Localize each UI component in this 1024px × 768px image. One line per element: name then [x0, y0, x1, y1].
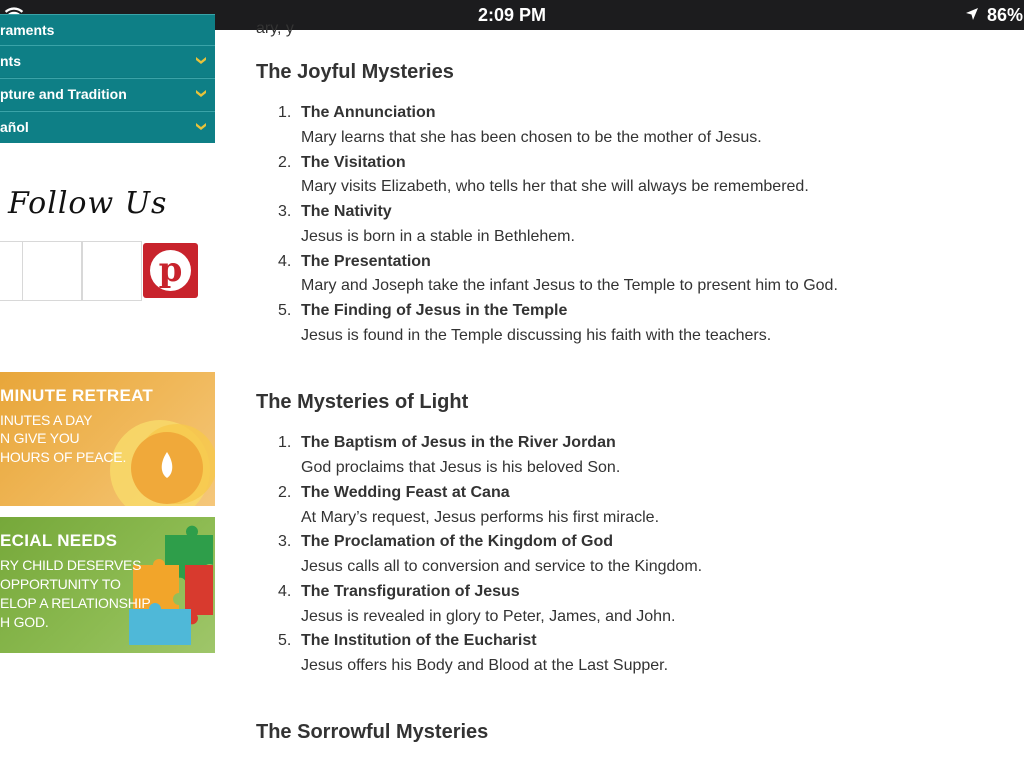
list-item-number: 5.: [278, 302, 292, 319]
mystery-title: The Annunciation: [301, 104, 436, 121]
mystery-title: The Nativity: [301, 203, 392, 220]
list-item-number: 1.: [278, 104, 292, 121]
status-time: 2:09 PM: [477, 5, 547, 25]
sidebar-item-espanol[interactable]: [0, 111, 215, 143]
section-title-sorrowful: The Sorrowful Mysteries: [256, 721, 489, 743]
list-item-number: 4.: [278, 253, 292, 270]
chevron-down-icon: [195, 55, 207, 67]
mystery-description: Mary learns that she has been chosen to be the mother of Jesus.: [301, 129, 762, 146]
special-needs-banner[interactable]: [0, 517, 215, 653]
mystery-description: Jesus is found in the Temple discussing his faith with the teachers.: [301, 327, 772, 344]
mystery-title: The Visitation: [301, 154, 406, 171]
mystery-description: Jesus offers his Body and Blood at the Last Supper.: [301, 657, 669, 674]
banner-title: ECIAL NEEDS: [0, 531, 118, 550]
mystery-description: Jesus is revealed in glory to Peter, James, and John.: [301, 608, 676, 625]
sidebar-item-label: raments: [0, 22, 55, 38]
section-title-joyful: The Joyful Mysteries: [256, 61, 454, 83]
location-arrow-icon: [965, 7, 979, 21]
banner-line: H GOD.: [0, 614, 49, 630]
list-item-number: 1.: [278, 434, 292, 451]
sidebar-item-label: añol: [0, 119, 29, 135]
mystery-title: The Transfiguration of Jesus: [301, 583, 520, 600]
social-link-box[interactable]: [82, 241, 142, 301]
mystery-title: The Baptism of Jesus in the River Jordan: [301, 434, 616, 451]
mystery-description: Jesus calls all to conversion and service to the Kingdom.: [301, 558, 703, 575]
banner-line: OPPORTUNITY TO: [0, 576, 121, 592]
list-item-number: 2.: [278, 484, 292, 501]
list-item-number: 3.: [278, 533, 292, 550]
pinterest-icon[interactable]: p: [143, 243, 198, 298]
cut-off-text: ary, y: [256, 20, 294, 37]
list-item-number: 5.: [278, 632, 292, 649]
banner-line: N GIVE YOU: [0, 430, 80, 446]
mystery-description: Mary visits Elizabeth, who tells her that she will always be remembered.: [301, 178, 809, 195]
sidebar-item-saints[interactable]: [0, 45, 215, 77]
mystery-description: Jesus is born in a stable in Bethlehem.: [301, 228, 575, 245]
chevron-down-icon: [195, 88, 207, 100]
banner-line: HOURS OF PEACE.: [0, 449, 127, 465]
list-item-number: 2.: [278, 154, 292, 171]
puzzle-pieces-illustration: [125, 525, 215, 653]
sidebar-menu: [0, 22, 215, 142]
mystery-title: The Finding of Jesus in the Temple: [301, 302, 568, 319]
mystery-title: The Presentation: [301, 253, 431, 270]
battery-percentage: 86%: [987, 5, 1024, 25]
follow-us-heading: Follow Us: [8, 186, 168, 221]
section-title-light: The Mysteries of Light: [256, 391, 469, 413]
sidebar-item-label: pture and Tradition: [0, 86, 127, 102]
mystery-title: The Institution of the Eucharist: [301, 632, 537, 649]
banner-title: MINUTE RETREAT: [0, 386, 154, 405]
sidebar-item-scripture-tradition[interactable]: [0, 78, 215, 110]
list-item-number: 3.: [278, 203, 292, 220]
mystery-title: The Proclamation of the Kingdom of God: [301, 533, 613, 550]
banner-line: INUTES A DAY: [0, 412, 93, 428]
list-item-number: 4.: [278, 583, 292, 600]
mystery-description: God proclaims that Jesus is his beloved Son.: [301, 459, 621, 476]
social-link-box[interactable]: [0, 241, 23, 301]
mystery-title: The Wedding Feast at Cana: [301, 484, 510, 501]
social-link-box[interactable]: [22, 241, 82, 301]
chevron-down-icon: [195, 121, 207, 133]
banner-line: ELOP A RELATIONSHIP: [0, 595, 151, 611]
sidebar-item-sacraments[interactable]: [0, 14, 215, 46]
sidebar-item-label: nts: [0, 53, 21, 69]
banner-line: RY CHILD DESERVES: [0, 557, 142, 573]
minute-retreat-banner[interactable]: [0, 372, 215, 506]
mystery-description: Mary and Joseph take the infant Jesus to the Temple to present him to God.: [301, 277, 838, 294]
mystery-description: At Mary’s request, Jesus performs his first miracle.: [301, 509, 660, 526]
